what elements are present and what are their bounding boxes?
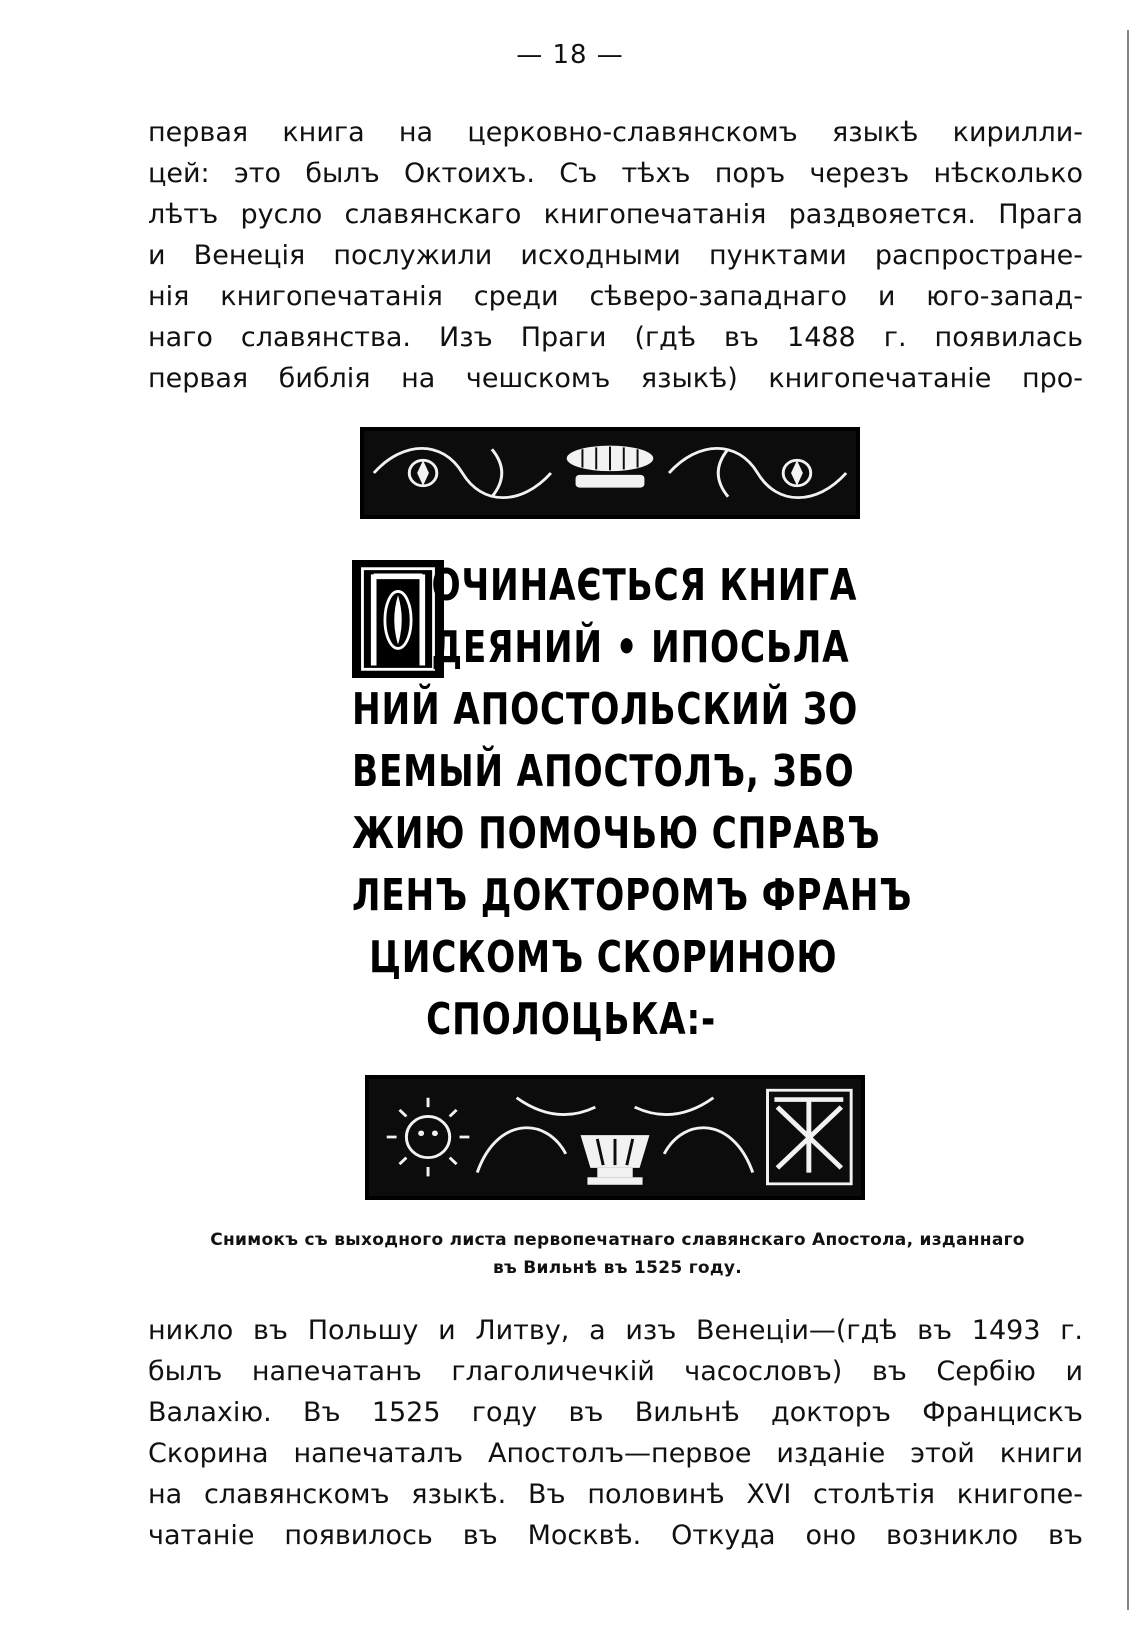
text-line: на славянскомъ языкѣ. Въ половинѣ XVI столѣтія книгопе-: [148, 1479, 1083, 1510]
text-line: Валахію. Въ 1525 году въ Вильнѣ докторъ Францискъ: [148, 1397, 1083, 1428]
bottom-ornament-band: [365, 1075, 865, 1200]
text-line: лѣтъ русло славянскаго книгопечатанія раздвояется. Прага: [148, 199, 1083, 230]
slavonic-line: ОЧИНАЄТЬСЯ КНИГА: [431, 560, 858, 611]
page-edge-rule: [1127, 30, 1129, 1610]
text-line: былъ напечатанъ глаголичечкій часословъ) въ Сербію и: [148, 1356, 1083, 1387]
text-line: первая книга на церковно-славянскомъ языкѣ кирилли-: [148, 117, 1083, 148]
text-line: и Венеція послужили исходными пунктами распростране-: [148, 240, 1083, 271]
text-line: никло въ Польшу и Литву, а изъ Венеціи—(гдѣ въ 1493 г.: [148, 1315, 1083, 1346]
text-line: нія книгопечатанія среди сѣверо-западнаго и юго-запад-: [148, 281, 1083, 312]
slavonic-line: ЦИСКОМЪ СКОРИНОЮ: [369, 932, 838, 983]
text-line: чатаніе появилось въ Москвѣ. Откуда оно возникло въ: [148, 1520, 1083, 1551]
slavonic-line: НИЙ АПОСТОЛЬСКИЙ ЗО: [352, 684, 859, 735]
top-ornament-band: [360, 427, 860, 519]
caption-line: въ Вильнѣ въ 1525 году.: [492, 1258, 743, 1278]
text-line: наго славянства. Изъ Праги (гдѣ въ 1488 г. появилась: [148, 322, 1083, 353]
slavonic-title-block: [352, 555, 913, 1051]
foliage-ornament-icon: [364, 431, 856, 515]
caption-line: Снимокъ съ выходного листа первопечатнаго славянскаго Апостола, изданнаго: [210, 1230, 1025, 1250]
page-number: — 18 —: [516, 40, 624, 70]
figure-caption: [150, 1226, 1085, 1282]
slavonic-line: ЛЕНЪ ДОКТОРОМЪ ФРАНЪ: [352, 870, 913, 921]
slavonic-line: ДЕЯНИЙ • ИПОСЬЛА: [431, 622, 850, 673]
top-paragraph: [148, 112, 1083, 399]
slavonic-line: ВЕМЫЙ АПОСТОЛЪ, ЗБО: [352, 746, 855, 797]
text-line: цей: это былъ Октоихъ. Съ тѣхъ поръ черезъ нѣсколько: [148, 158, 1083, 189]
text-line: Скорина напечаталъ Апостолъ—первое изданіе этой книги: [148, 1438, 1083, 1469]
slavonic-line: ЖИЮ ПОМОЧЬЮ СПРАВЪ: [352, 808, 881, 859]
vase-ornament-icon: [369, 1079, 861, 1196]
bottom-paragraph: [148, 1310, 1083, 1556]
text-line: первая библія на чешскомъ языкѣ) книгопечатаніе про-: [148, 363, 1083, 394]
slavonic-line: СПОЛОЦЬКА:-: [426, 994, 717, 1045]
